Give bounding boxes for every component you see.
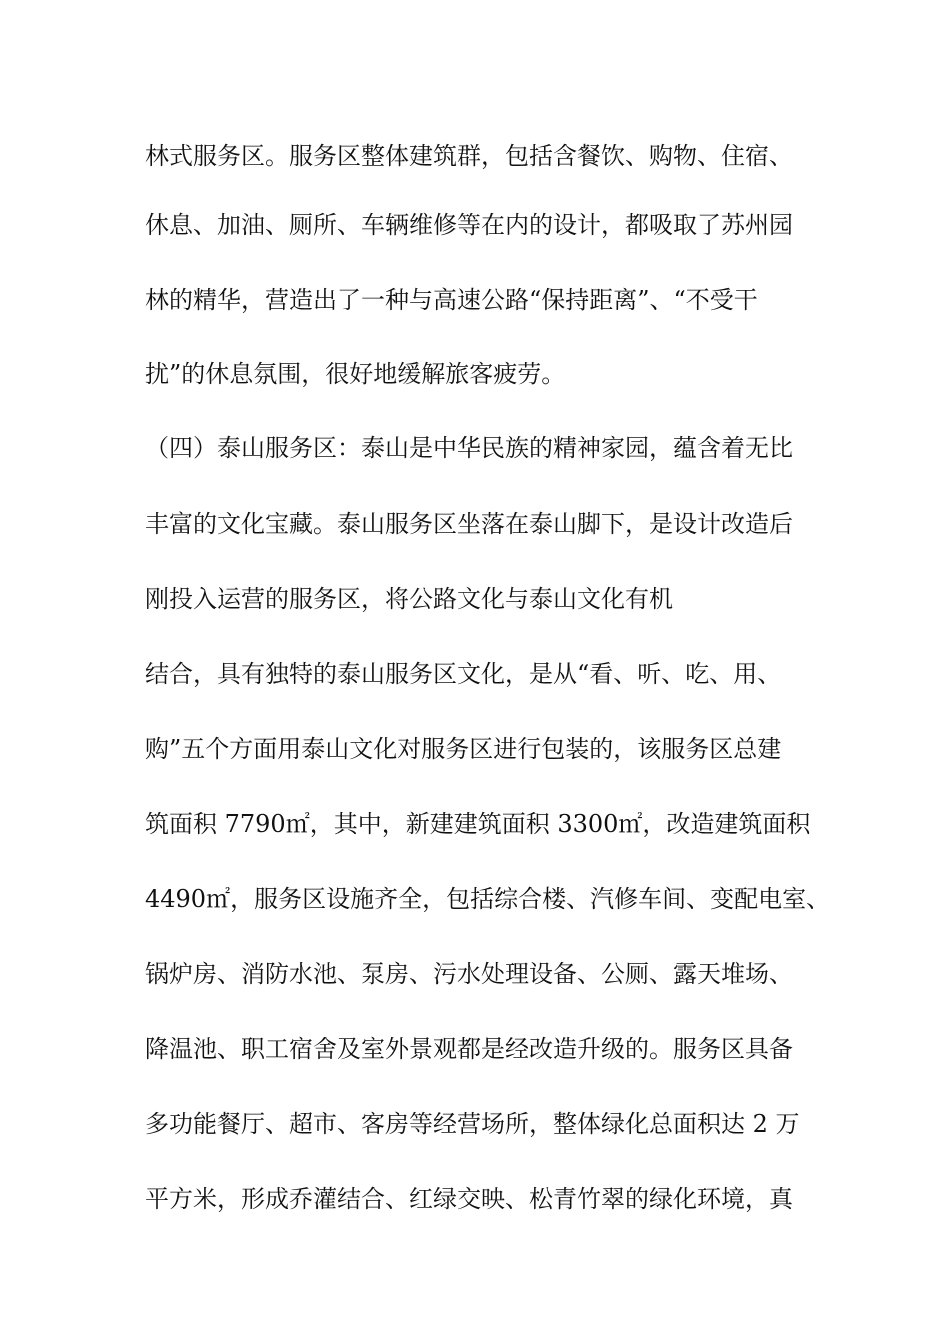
text-line-13: 降温池、职工宿舍及室外景观都是经改造升级的。服务区具备	[145, 1035, 793, 1063]
text-line-4: 扰”的休息氛围，很好地缓解旅客疲劳。	[145, 360, 566, 388]
text-line-15: 平方米，形成乔灌结合、红绿交映、松青竹翠的绿化环境，真	[145, 1185, 793, 1213]
text-line-12: 锅炉房、消防水池、泵房、污水处理设备、公厕、露天堆场、	[145, 960, 793, 988]
text-line-14: 多功能餐厅、超市、客房等经营场所，整体绿化总面积达 2 万	[145, 1110, 800, 1138]
text-line-5: （四）泰山服务区：泰山是中华民族的精神家园，蕴含着无比	[145, 434, 793, 462]
text-line-7: 刚投入运营的服务区，将公路文化与泰山文化有机	[145, 585, 673, 613]
text-line-11: 4490㎡，服务区设施齐全，包括综合楼、汽修车间、变配电室、	[145, 885, 831, 913]
text-line-6: 丰富的文化宝藏。泰山服务区坐落在泰山脚下，是设计改造后	[145, 510, 793, 538]
text-line-2: 休息、加油、厕所、车辆维修等在内的设计，都吸取了苏州园	[145, 211, 793, 239]
text-line-3: 林的精华，营造出了一种与高速公路“保持距离”、“不受干	[145, 286, 758, 314]
text-line-8: 结合，具有独特的泰山服务区文化，是从“看、听、吃、用、	[145, 660, 782, 688]
text-line-1: 林式服务区。服务区整体建筑群，包括含餐饮、购物、住宿、	[145, 142, 793, 170]
text-line-10: 筑面积 7790㎡，其中，新建建筑面积 3300㎡，改造建筑面积	[145, 810, 811, 838]
text-line-9: 购”五个方面用泰山文化对服务区进行包装的，该服务区总建	[145, 735, 782, 763]
